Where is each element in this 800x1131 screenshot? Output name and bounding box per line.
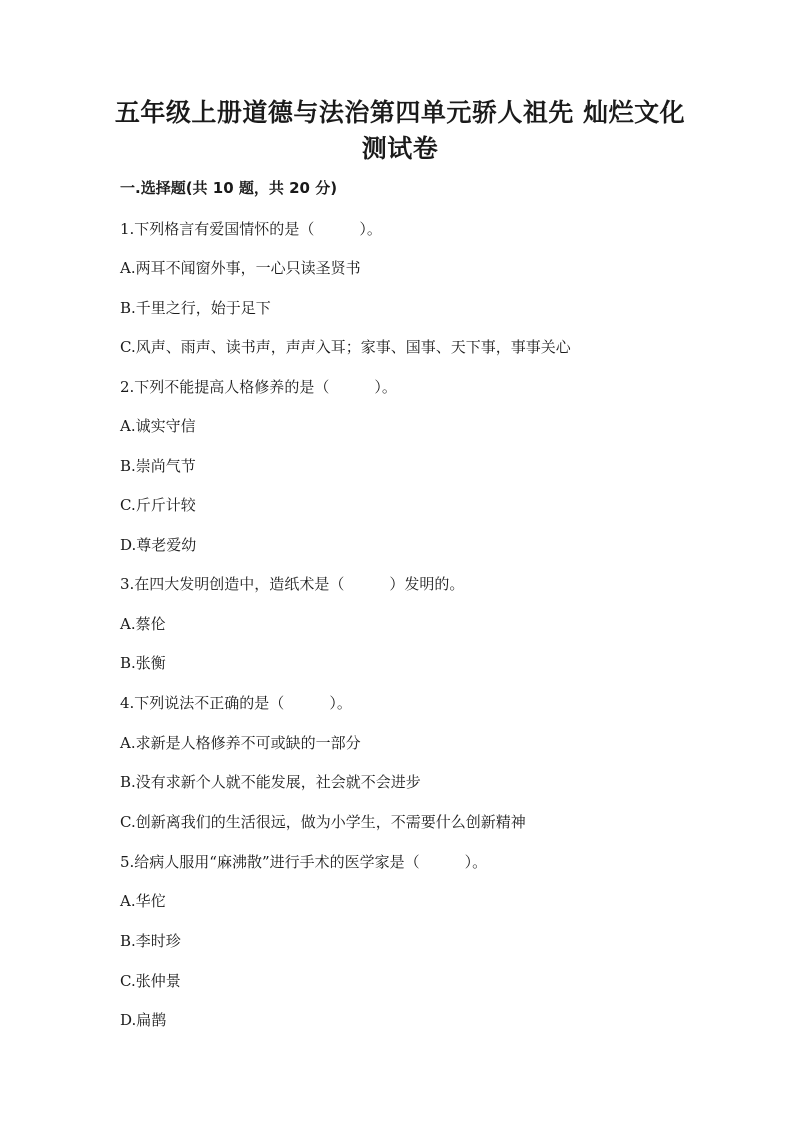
question-2-option-d: D.尊老爱幼: [120, 536, 197, 554]
question-4-option-a: A.求新是人格修养不可或缺的一部分: [120, 734, 361, 752]
page-title-line-2: 测试卷: [361, 134, 439, 163]
question-1: 1.下列格言有爱国情怀的是（ ）。: [120, 220, 382, 238]
question-1-option-a: A.两耳不闻窗外事，一心只读圣贤书: [120, 259, 361, 277]
question-5-option-c: C.张仲景: [120, 972, 181, 990]
question-5-option-a: A.华佗: [120, 892, 166, 910]
question-4-option-b: B.没有求新个人就不能发展，社会就不会进步: [120, 773, 421, 791]
page-title-line-1: 五年级上册道德与法治第四单元骄人祖先 灿烂文化: [114, 98, 686, 127]
question-4: 4.下列说法不正确的是（ ）。: [120, 694, 352, 712]
question-3-option-a: A.蔡伦: [120, 615, 166, 633]
question-2: 2.下列不能提高人格修养的是（ ）。: [120, 378, 397, 396]
section-heading: 一.选择题(共 10 题，共 20 分): [120, 179, 338, 197]
question-2-option-b: B.崇尚气节: [120, 457, 196, 475]
question-5: 5.给病人服用“麻沸散”进行手术的医学家是（ ）。: [120, 853, 488, 871]
question-1-option-c: C.风声、雨声、读书声，声声入耳；家事、国事、天下事，事事关心: [120, 338, 571, 356]
question-3-option-b: B.张衡: [120, 654, 166, 672]
question-1-option-b: B.千里之行，始于足下: [120, 299, 271, 317]
question-2-option-c: C.斤斤计较: [120, 496, 196, 514]
question-2-option-a: A.诚实守信: [120, 417, 196, 435]
question-4-option-c: C.创新离我们的生活很远，做为小学生，不需要什么创新精神: [120, 813, 526, 831]
question-5-option-d: D.扁鹊: [120, 1011, 167, 1029]
question-5-option-b: B.李时珍: [120, 932, 181, 950]
question-3: 3.在四大发明创造中，造纸术是（ ）发明的。: [120, 575, 465, 593]
